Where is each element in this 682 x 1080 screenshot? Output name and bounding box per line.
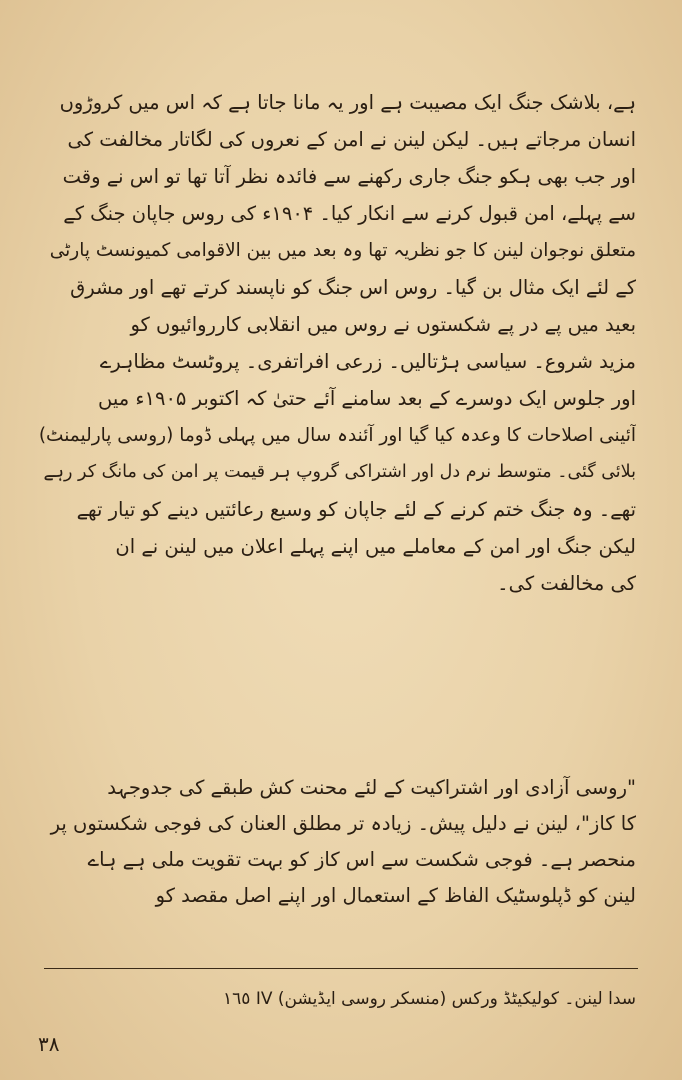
text-line: تھے۔ وہ جنگ ختم کرنے کے لئے جاپان کو وسیع رعائتیں دینے کو تیار تھے <box>76 498 636 521</box>
main-paragraph <box>38 84 636 602</box>
text-line: ہے، بلاشک جنگ ایک مصیبت ہے اور یہ مانا جاتا ہے کہ اس میں کروڑوں <box>59 91 636 114</box>
quote-line: "روسی آزادی اور اشتراکیت کے لئے محنت کش طبقے کی جدوجہد <box>107 776 636 799</box>
text-line: انسان مرجاتے ہیں۔ لیکن لینن نے امن کے نعروں کی لگاتار مخالفت کی <box>67 128 636 151</box>
text-line: بعید میں پے در پے شکستوں نے روس میں انقلابی کارروائیوں کو <box>130 313 636 336</box>
footnote-divider <box>44 968 638 969</box>
text-line: اور جلوس ایک دوسرے کے بعد سامنے آئے حتیٰ کہ اکتوبر ۱۹۰۵ء میں <box>97 387 636 410</box>
text-line: اور جب بھی ہکو جنگ جاری رکھنے سے فائدہ نظر آتا تھا تو اس نے وقت <box>62 165 636 188</box>
text-line: آئینی اصلاحات کا وعدہ کیا گیا اور آئندہ سال میں پہلی ڈوما (روسی پارلیمنٹ) <box>38 425 636 446</box>
quote-line: لینن کو ڈپلوسٹیک الفاظ کے استعمال اور اپنے اصل مقصد کو <box>155 884 636 907</box>
text-line: متعلق نوجوان لینن کا جو نظریہ تھا وہ بعد میں بین الاقوامی کمیونسٹ پارٹی <box>49 240 636 261</box>
text-line: کی مخالفت کی۔ <box>497 572 636 595</box>
text-line: بلائی گئی۔ متوسط نرم دل اور اشتراکی گروپ ہر قیمت پر امن کی مانگ کر رہے <box>43 462 636 482</box>
footnote: سدا لینن۔ کولیکیٹڈ ورکس (منسکر روسی ایڈیشن) IV ١٦٥ <box>223 989 636 1009</box>
text-line: سے پہلے، امن قبول کرنے سے انکار کیا۔ ۱۹۰۴ء کی روس جاپان جنگ کے <box>63 202 636 225</box>
quote-line: منحصر ہے۔ فوجی شکست سے اس کاز کو بہت تقویت ملی ہے ہاے <box>87 848 636 871</box>
quote-line: کا کاز"، لینن نے دلیل پیش۔ زیادہ تر مطلق العنان کی فوجی شکستوں پر <box>50 812 636 835</box>
text-line: کے لئے ایک مثال بن گیا۔ روس اس جنگ کو ناپسند کرتے تھے اور مشرق <box>70 276 636 299</box>
quote-paragraph <box>40 770 636 914</box>
text-line: مزید شروع۔ سیاسی ہڑتالیں۔ زرعی افراتفری۔ پروٹسٹ مظاہرے <box>99 350 636 373</box>
text-line: لیکن جنگ اور امن کے معاملے میں اپنے پہلے اعلان میں لینن نے ان <box>115 535 636 558</box>
page-number: ۳۸ <box>38 1032 60 1056</box>
